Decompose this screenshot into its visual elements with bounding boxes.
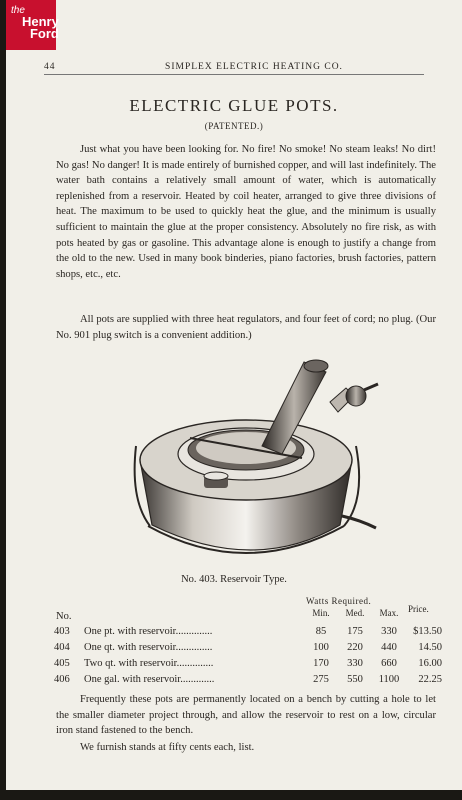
glue-pot-illustration [130,350,382,570]
table-row [54,642,446,658]
intro-paragraph [56,142,436,282]
henry-ford-logo [6,0,59,50]
item-price: 22.25 [418,674,442,685]
item-number: 403 [54,626,70,637]
watts-med: 550 [347,674,363,685]
price-header: Price. [408,604,429,614]
item-number: 405 [54,658,70,669]
table-row [54,626,446,642]
item-price: $13.50 [413,626,442,637]
number-header: No. [56,611,72,622]
table-row [54,658,446,674]
min-header: Min. [312,608,330,618]
item-number: 406 [54,674,70,685]
watts-min: 100 [313,642,329,653]
logo-line3: Ford [29,26,59,41]
installation-paragraph [56,692,436,739]
max-header: Max. [379,608,399,618]
paragraph-text: All pots are supplied with three heat regulators, and four feet of cord; no plug. (Our No. 901 plug switch is a convenient addition.) [56,314,436,341]
page-number: 44 [44,62,56,72]
item-number: 404 [54,642,70,653]
page-title: ELECTRIC GLUE POTS. [129,96,339,115]
watts-med: 220 [347,642,363,653]
paragraph-text: Just what you have been looking for. No fire! No smoke! No steam leaks! No dirt! No gas! No danger! It is made entirely of burnished copper, and will last indefinitely. The water bath contains a relatively small amount of water, which is automatically replenished from a reservoir. Heated by coil heater, arranged to give three divisions of heat. The maximum to be used to quickly heat the glue, and the minimum is usually sufficient to maintain the glue at the proper consistency. Absolutely no fire risk, as with pots heated by gas or gasoline. This advantage alone is enough to justify a change from the old to the new. Used in many book binderies, piano factories, brush factories, pattern shops, etc., etc. [56,144,436,280]
figure-caption: No. 403. Reservoir Type. [181,574,287,585]
watts-med: 175 [347,626,363,637]
catalog-page [6,0,462,790]
paragraph-text: We furnish stands at fifty cents each, list. [80,742,255,753]
watts-min: 275 [313,674,329,685]
running-head: SIMPLEX ELECTRIC HEATING CO. [165,62,343,72]
logo-wordmark [22,16,59,40]
table-row [54,674,446,690]
watts-max: 330 [381,626,397,637]
page-header [44,62,424,75]
item-description: Two qt. with reservoir.............. [84,658,214,669]
item-price: 16.00 [418,658,442,669]
supply-paragraph [56,312,436,343]
watts-min: 85 [315,626,327,637]
watts-min: 170 [313,658,329,669]
watts-max: 660 [381,658,397,669]
item-description: One pt. with reservoir.............. [84,626,213,637]
item-description: One gal. with reservoir............. [84,674,215,685]
logo-line1: the [11,5,25,16]
paragraph-text: Frequently these pots are permanently located on a bench by cutting a hole to let the smaller diameter project through, and allow the reservoir to rest on a low, circular iron stand fastened to the bench. [56,694,436,737]
patented-note: (PATENTED.) [204,121,264,131]
item-price: 14.50 [418,642,442,653]
logo-line2: Henry [22,14,59,29]
watts-max: 440 [381,642,397,653]
watts-header: Watts Required. [306,596,372,606]
item-description: One qt. with reservoir.............. [84,642,213,653]
med-header: Med. [345,608,365,618]
stands-paragraph [56,740,436,756]
watts-max: 1100 [378,674,400,685]
watts-med: 330 [347,658,363,669]
